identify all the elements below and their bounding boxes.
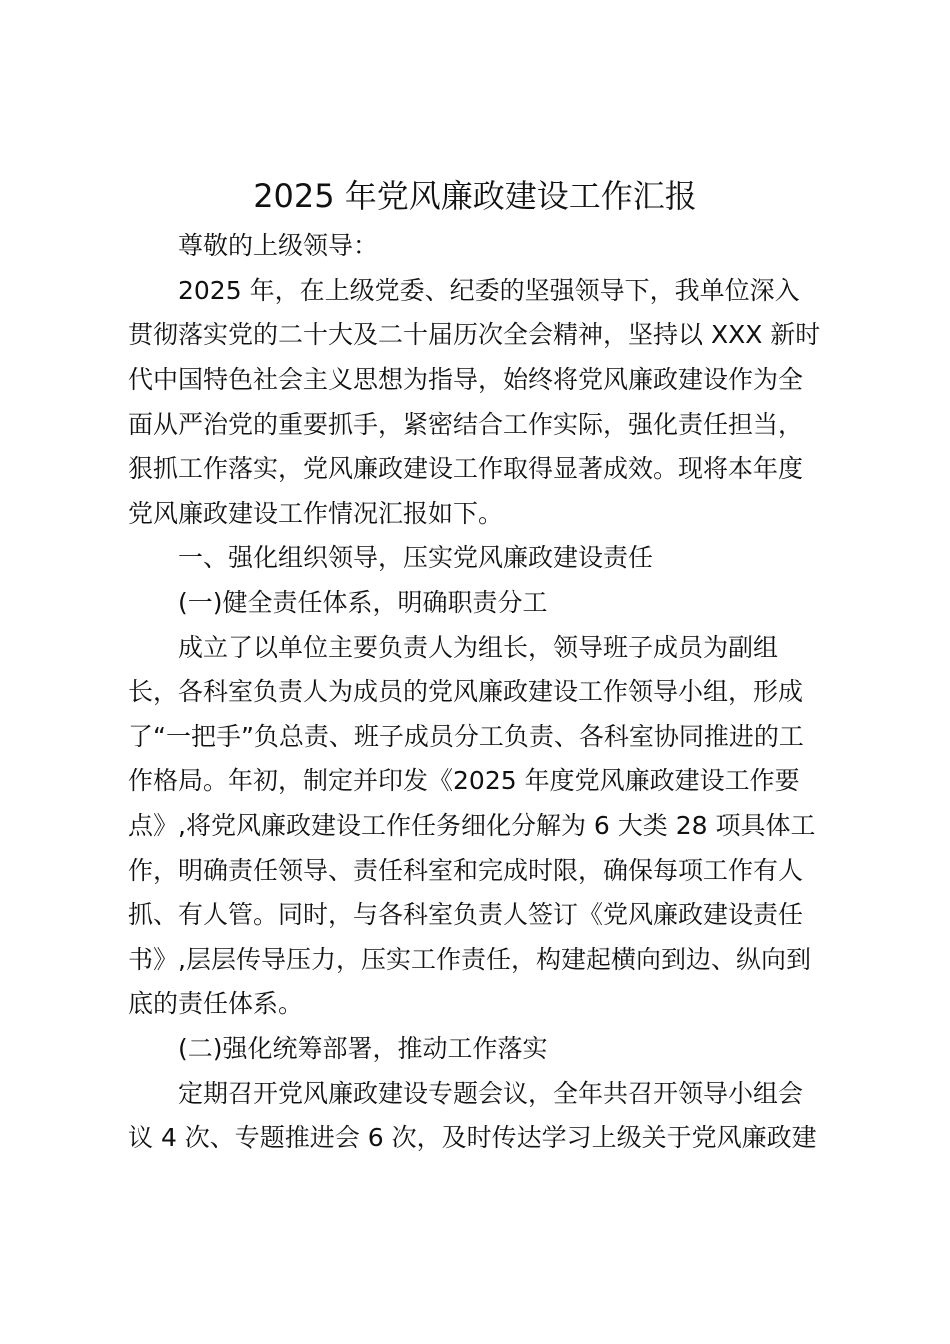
subsection-1-line-9: 底的责任体系。 [128,989,304,1018]
subsection-1-line-4: 作格局。年初，制定并印发《2025 年度党风廉政建设工作要 [128,766,800,795]
intro-line-2: 贯彻落实党的二十大及二十届历次全会精神，坚持以 XXX 新时 [128,320,821,349]
subsection-1-line-2: 长，各科室负责人为成员的党风廉政建设工作领导小组，形成 [128,677,804,706]
subsection-2-line-1: 定期召开党风廉政建设专题会议，全年共召开领导小组会 [178,1079,804,1108]
intro-line-5: 狠抓工作落实，党风廉政建设工作取得显著成效。现将本年度 [128,454,804,483]
document-title: 2025 年党风廉政建设工作汇报 [253,177,697,215]
subsection-1-line-3: 了“一把手”负总责、班子成员分工负责、各科室协同推进的工 [128,722,804,751]
subsection-1-line-1: 成立了以单位主要负责人为组长，领导班子成员为副组 [178,633,779,662]
intro-line-6: 党风廉政建设工作情况汇报如下。 [128,499,504,528]
subsection-1-line-5: 点》,将党风廉政建设工作任务细化分解为 6 大类 28 项具体工 [128,811,816,840]
subsection-1-line-7: 抓、有人管。同时，与各科室负责人签订《党风廉政建设责任 [128,900,804,929]
intro-line-4: 面从严治党的重要抓手，紧密结合工作实际，强化责任担当， [128,410,804,439]
subsection-1-line-6: 作，明确责任领导、责任科室和完成时限，确保每项工作有人 [128,856,804,885]
subsection-2-heading: (二)强化统筹部署，推动工作落实 [178,1034,548,1063]
section-1-heading: 一、强化组织领导，压实党风廉政建设责任 [178,543,654,572]
subsection-1-heading: (一)健全责任体系，明确职责分工 [178,588,548,617]
subsection-2-line-2: 议 4 次、专题推进会 6 次，及时传达学习上级关于党风廉政建 [128,1123,817,1152]
intro-line-3: 代中国特色社会主义思想为指导，始终将党风廉政建设作为全 [128,365,804,394]
subsection-1-line-8: 书》,层层传导压力，压实工作责任，构建起横向到边、纵向到 [128,945,811,974]
intro-line-1: 2025 年，在上级党委、纪委的坚强领导下，我单位深入 [178,276,800,305]
salutation: 尊敬的上级领导： [178,231,379,260]
